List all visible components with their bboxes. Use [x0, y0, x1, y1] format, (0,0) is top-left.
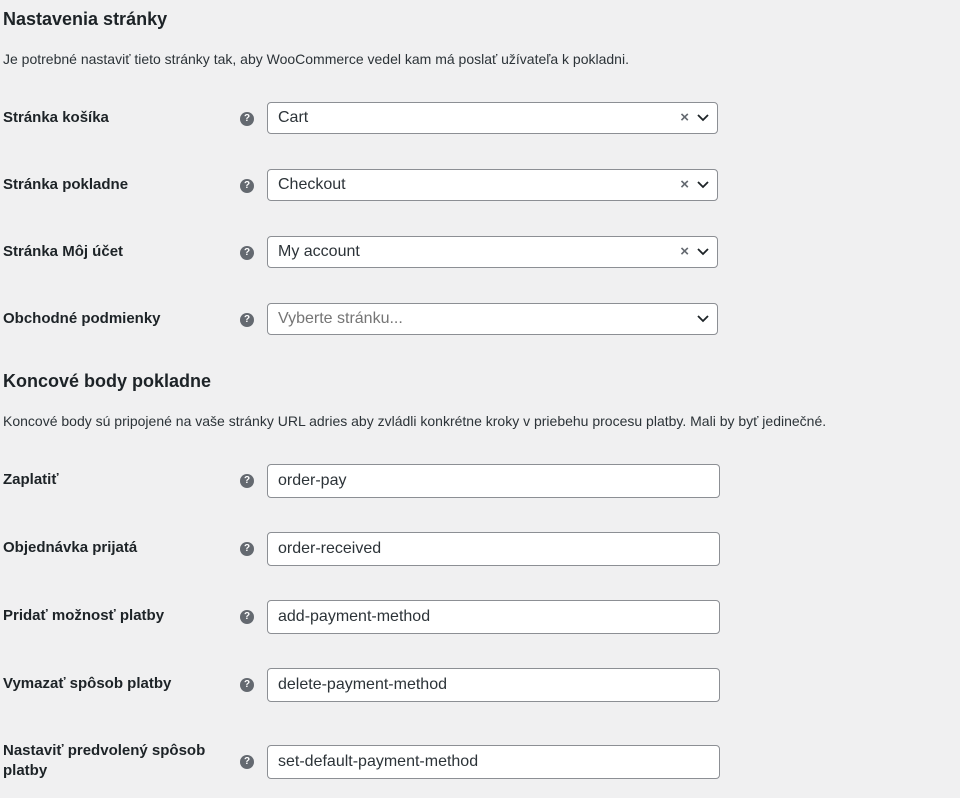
clear-icon[interactable]: ×: [680, 243, 689, 260]
cart-page-select-value: Cart: [278, 109, 309, 126]
help-icon[interactable]: ?: [240, 542, 254, 556]
cart-page-label: Stránka košíka: [3, 109, 109, 126]
delete-payment-method-endpoint-input[interactable]: [267, 668, 720, 702]
pay-endpoint-label: Zaplatiť: [3, 471, 59, 488]
help-icon[interactable]: ?: [240, 313, 254, 327]
terms-page-select[interactable]: [267, 303, 718, 335]
page-settings-heading: Nastavenia stránky: [3, 9, 168, 29]
help-icon[interactable]: ?: [240, 246, 254, 260]
chevron-down-icon[interactable]: [697, 180, 709, 190]
add-payment-method-endpoint-label: Pridať možnosť platby: [3, 607, 165, 624]
help-icon[interactable]: ?: [240, 179, 254, 193]
myaccount-page-select-value: My account: [278, 243, 360, 260]
help-icon[interactable]: ?: [240, 474, 254, 488]
myaccount-page-select[interactable]: [267, 236, 718, 268]
terms-page-select-placeholder: Vyberte stránku...: [278, 310, 403, 327]
chevron-down-icon[interactable]: [697, 247, 709, 257]
help-icon[interactable]: ?: [240, 112, 254, 126]
set-default-payment-method-endpoint-label: Nastaviť predvolený spôsob platby: [3, 742, 206, 779]
myaccount-page-label: Stránka Môj účet: [3, 243, 124, 260]
order-received-endpoint-label: Objednávka prijatá: [3, 539, 138, 556]
checkout-page-label: Stránka pokladne: [3, 176, 129, 193]
checkout-page-select-value: Checkout: [278, 176, 346, 193]
help-icon[interactable]: ?: [240, 610, 254, 624]
help-icon[interactable]: ?: [240, 678, 254, 692]
cart-page-select[interactable]: [267, 102, 718, 134]
help-icon[interactable]: ?: [240, 755, 254, 769]
clear-icon[interactable]: ×: [680, 176, 689, 193]
checkout-endpoints-heading: Koncové body pokladne: [3, 371, 212, 391]
chevron-down-icon[interactable]: [697, 314, 709, 324]
delete-payment-method-endpoint-label: Vymazať spôsob platby: [3, 675, 172, 692]
clear-icon[interactable]: ×: [680, 109, 689, 126]
pay-endpoint-input[interactable]: [267, 464, 720, 498]
page-settings-description: Je potrebné nastaviť tieto stránky tak, aby WooCommerce vedel kam má poslať užívateľa k pokladni.: [3, 51, 629, 67]
checkout-page-select[interactable]: [267, 169, 718, 201]
set-default-payment-method-endpoint-input[interactable]: [267, 745, 720, 779]
terms-page-label: Obchodné podmienky: [3, 310, 161, 327]
order-received-endpoint-input[interactable]: [267, 532, 720, 566]
add-payment-method-endpoint-input[interactable]: [267, 600, 720, 634]
chevron-down-icon[interactable]: [697, 113, 709, 123]
checkout-endpoints-description: Koncové body sú pripojené na vaše stránky URL adries aby zvládli konkrétne kroky v priebehu procesu platby. Mali by byť jedinečné.: [3, 413, 827, 429]
